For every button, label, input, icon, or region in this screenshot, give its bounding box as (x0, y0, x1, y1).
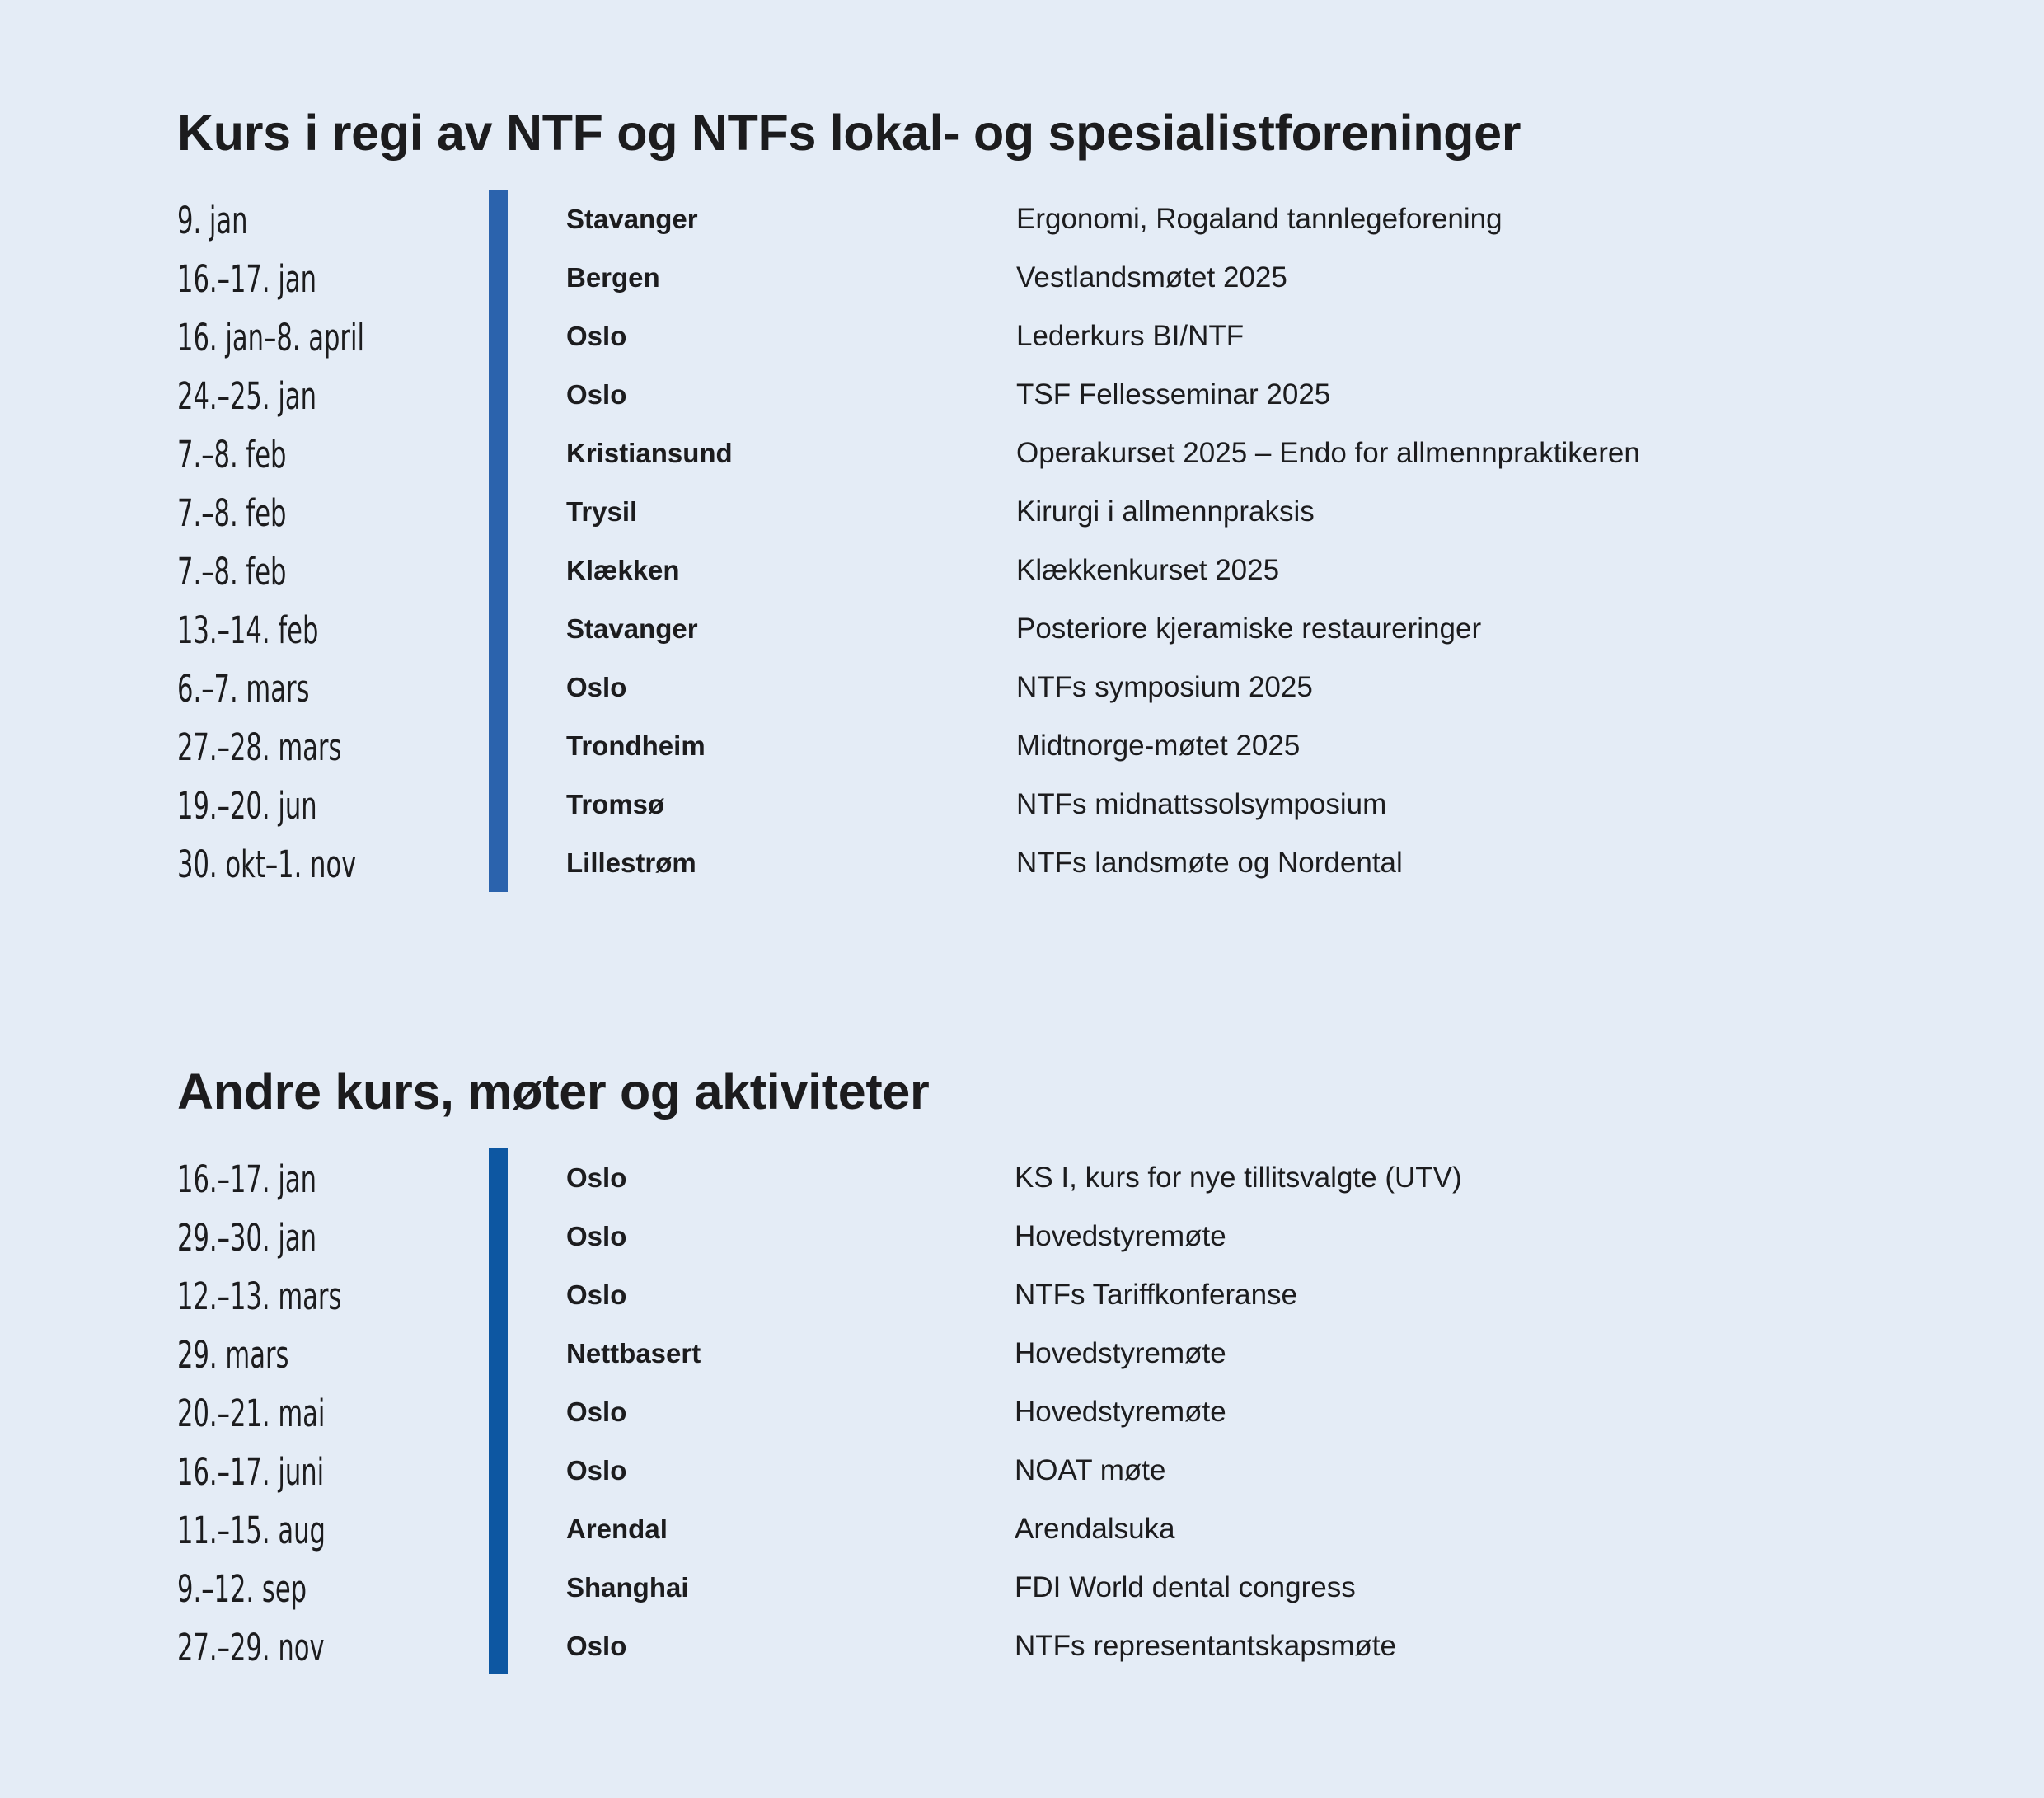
row-event: NOAT møte (1015, 1454, 1166, 1486)
row-event: Posteriore kjeramiske restaureringer (1016, 613, 1482, 645)
row-date: 27.–28. mars (177, 725, 342, 769)
row-place: Oslo (566, 1221, 627, 1251)
row-date: 16.–17. jan (177, 257, 317, 301)
row-event: Kirurgi i allmennpraksis (1016, 495, 1315, 528)
row-date: 27.–29. nov (177, 1626, 325, 1669)
schedule-row (0, 833, 2044, 892)
row-date: 7.–8. feb (177, 433, 287, 476)
schedule-row (0, 1207, 2044, 1265)
row-date: 29.–30. jan (177, 1216, 317, 1260)
row-date: 9.–12. sep (177, 1567, 307, 1611)
schedule-row (0, 716, 2044, 775)
row-place: Nettbasert (566, 1338, 701, 1368)
row-place: Arendal (566, 1514, 668, 1544)
row-event: Operakurset 2025 – Endo for allmennpraktikeren (1016, 437, 1640, 469)
schedule-row (0, 424, 2044, 482)
row-place: Oslo (566, 1631, 627, 1661)
schedule-row (0, 248, 2044, 307)
schedule-row (0, 1148, 2044, 1207)
row-event: KS I, kurs for nye tillitsvalgte (UTV) (1015, 1162, 1462, 1194)
schedule-row (0, 1617, 2044, 1675)
row-event: Arendalsuka (1015, 1513, 1175, 1545)
row-event: Klækkenkurset 2025 (1016, 554, 1280, 586)
row-date: 11.–15. aug (177, 1509, 326, 1552)
schedule-row (0, 658, 2044, 716)
row-event: NTFs Tariffkonferanse (1015, 1279, 1298, 1311)
row-date: 30. okt–1. nov (177, 843, 357, 886)
row-event: Lederkurs BI/NTF (1016, 320, 1245, 352)
row-event: NTFs representantskapsmøte (1015, 1630, 1396, 1662)
schedule-row (0, 1441, 2044, 1500)
row-place: Bergen (566, 262, 660, 293)
row-date: 6.–7. mars (177, 667, 310, 711)
row-place: Oslo (566, 1455, 627, 1486)
section-title: Kurs i regi av NTF og NTFs lokal- og spesialistforeninger (177, 105, 1521, 161)
schedule-row (0, 775, 2044, 833)
schedule-row (0, 599, 2044, 658)
row-date: 16.–17. jan (177, 1157, 317, 1201)
row-event: TSF Fellesseminar 2025 (1016, 378, 1331, 411)
row-date: 7.–8. feb (177, 491, 287, 535)
schedule-row (0, 1500, 2044, 1558)
row-event: Ergonomi, Rogaland tannlegeforening (1016, 203, 1503, 235)
row-place: Oslo (566, 672, 627, 702)
row-place: Lillestrøm (566, 847, 696, 878)
row-event: NTFs symposium 2025 (1016, 671, 1313, 703)
row-place: Trysil (566, 496, 638, 527)
schedule-row (0, 482, 2044, 541)
schedule-row (0, 1558, 2044, 1617)
row-event: Vestlandsmøtet 2025 (1016, 261, 1287, 293)
row-event: FDI World dental congress (1015, 1571, 1356, 1603)
row-date: 29. mars (177, 1333, 289, 1377)
row-date: 7.–8. feb (177, 550, 287, 594)
row-date: 12.–13. mars (177, 1275, 342, 1318)
row-date: 9. jan (177, 199, 248, 242)
row-event: NTFs landsmøte og Nordental (1016, 847, 1403, 879)
row-place: Shanghai (566, 1572, 689, 1603)
schedule-row (0, 307, 2044, 365)
row-date: 24.–25. jan (177, 374, 317, 418)
row-place: Stavanger (566, 613, 698, 644)
row-date: 13.–14. feb (177, 608, 319, 652)
row-event: Hovedstyremøte (1015, 1337, 1226, 1369)
row-event: Midtnorge-møtet 2025 (1016, 730, 1301, 762)
row-date: 16. jan–8. april (177, 316, 365, 359)
row-place: Oslo (566, 1162, 627, 1193)
row-event: Hovedstyremøte (1015, 1396, 1226, 1428)
schedule-row (0, 365, 2044, 424)
row-date: 19.–20. jun (177, 784, 317, 828)
schedule-row (0, 190, 2044, 248)
row-place: Stavanger (566, 204, 698, 234)
row-place: Trondheim (566, 730, 706, 761)
row-place: Oslo (566, 321, 627, 351)
row-place: Oslo (566, 379, 627, 410)
section-title: Andre kurs, møter og aktiviteter (177, 1063, 930, 1120)
schedule-row (0, 1265, 2044, 1324)
row-place: Oslo (566, 1279, 627, 1310)
row-event: Hovedstyremøte (1015, 1220, 1226, 1252)
schedule-row (0, 541, 2044, 599)
schedule-row (0, 1324, 2044, 1383)
row-event: NTFs midnattssolsymposium (1016, 788, 1387, 820)
row-date: 20.–21. mai (177, 1392, 326, 1435)
row-place: Kristiansund (566, 438, 733, 468)
row-place: Tromsø (566, 789, 665, 819)
row-date: 16.–17. juni (177, 1450, 325, 1494)
schedule-row (0, 1383, 2044, 1441)
row-place: Oslo (566, 1397, 627, 1427)
row-place: Klækken (566, 555, 680, 585)
